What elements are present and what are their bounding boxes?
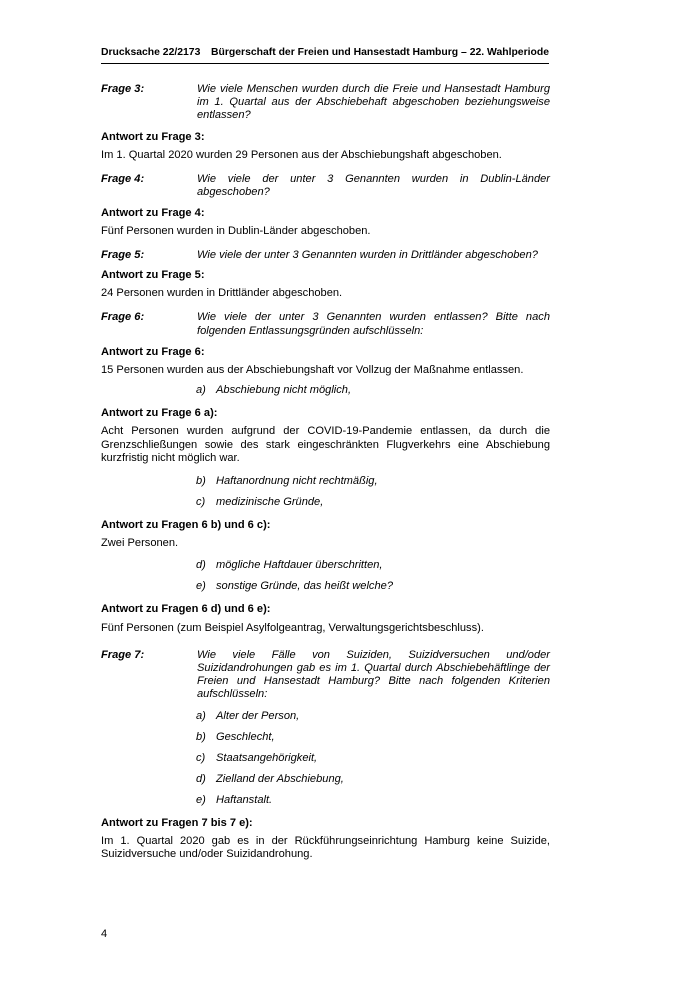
sub-question-text: Staatsangehörigkeit, [216,751,318,764]
answer-heading-7: Antwort zu Fragen 7 bis 7 e): [101,816,253,829]
answer-text-6a: Acht Personen wurden aufgrund der COVID-19-Pandemie entlassen, da durch die Grenzschließungen sowie des stark eingeschränkten Flugverkehrs eine Abschiebung kurzfristig nicht möglich war. [101,425,550,464]
sub-question-letter: b) [196,475,206,488]
question-label: Frage 5: [101,248,145,261]
question-3 [101,83,550,123]
question-text: Wie viele Menschen wurden durch die Freie und Hansestadt Hamburg im 1. Quartal aus der Abschiebehaft abgeschoben beziehungsweise entlassen? [197,83,550,122]
answer-text-5: 24 Personen wurden in Drittländer abgeschoben. [101,287,343,300]
question-label: Frage 3: [101,83,145,95]
sub-question-letter: e) [196,580,206,593]
question-label: Frage 7: [101,648,145,661]
answer-heading-4: Antwort zu Frage 4: [101,207,205,220]
question-4 [101,173,550,199]
answer-heading-5: Antwort zu Frage 5: [101,269,205,282]
sub-question-text: Haftanordnung nicht rechtmäßig, [216,475,378,488]
answer-heading-6de: Antwort zu Fragen 6 d) und 6 e): [101,603,271,616]
document-number: Drucksache 22/2173 [101,47,201,58]
sub-question-letter: c) [196,751,206,764]
answer-heading-6a: Antwort zu Frage 6 a): [101,407,218,420]
question-label: Frage 4: [101,173,145,186]
sub-question-6b [101,475,550,488]
question-text: Wie viele Fälle von Suiziden, Suizidversuchen und/oder Suizidandrohungen gab es im 1. Quartal durch Abschiebehäftlinge der Freien und Hansestadt Hamburg? Bitte nach folgenden Kriterien aufschlüsseln: [197,648,550,701]
sub-question-text: mögliche Haftdauer überschritten, [216,559,383,572]
answer-text-6bc: Zwei Personen. [101,537,179,550]
answer-heading-6: Antwort zu Frage 6: [101,345,205,358]
answer-text-6: 15 Personen wurden aus der Abschiebungshaft vor Vollzug der Maßnahme entlassen. [101,364,524,377]
sub-question-letter: d) [196,559,206,572]
question-text: Wie viele der unter 3 Genannten wurden in Drittländer abgeschoben? [197,248,538,261]
question-label: Frage 6: [101,311,145,324]
question-7 [101,649,550,702]
question-text: Wie viele der unter 3 Genannten wurden entlassen? Bitte nach folgenden Entlassungsgründen aufschlüsseln: [197,311,550,337]
sub-question-letter: c) [196,496,206,509]
document-body [101,83,550,861]
sub-question-text: Alter der Person, [216,709,300,722]
sub-question-letter: a) [196,384,206,397]
sub-question-6c [101,496,550,509]
sub-question-7a [101,710,550,723]
sub-question-6a [101,384,550,397]
sub-question-6d [101,559,550,572]
sub-question-text: sonstige Gründe, das heißt welche? [216,580,393,593]
page-header [101,47,549,64]
sub-question-text: Haftanstalt. [216,793,273,806]
question-6 [101,311,550,337]
sub-question-7b [101,731,550,744]
question-text: Wie viele der unter 3 Genannten wurden in Dublin-Länder abgeschoben? [197,173,550,199]
answer-heading-6bc: Antwort zu Fragen 6 b) und 6 c): [101,519,271,532]
sub-question-6e [101,580,550,593]
sub-question-7c [101,752,550,765]
answer-text-3: Im 1. Quartal 2020 wurden 29 Personen aus der Abschiebungshaft abgeschoben. [101,148,502,161]
sub-question-letter: e) [196,793,206,806]
sub-question-text: Geschlecht, [216,730,275,743]
sub-question-7d [101,773,550,786]
answer-heading-3: Antwort zu Frage 3: [101,130,205,143]
answer-text-7: Im 1. Quartal 2020 gab es in der Rückführungseinrichtung Hamburg keine Suizide, Suizidversuche und/oder Suizidandrohung. [101,834,550,861]
parliament-title: Bürgerschaft der Freien und Hansestadt Hamburg – 22. Wahlperiode [211,47,549,58]
sub-question-7e [101,794,550,807]
question-5 [101,249,550,262]
answer-text-4: Fünf Personen wurden in Dublin-Länder abgeschoben. [101,224,371,237]
sub-question-letter: b) [196,730,206,743]
answer-text-6de: Fünf Personen (zum Beispiel Asylfolgeantrag, Verwaltungsgerichtsbeschluss). [101,621,484,634]
sub-question-text: Abschiebung nicht möglich, [216,384,352,397]
page-number: 4 [101,928,108,940]
sub-question-letter: a) [196,709,206,722]
sub-question-text: medizinische Gründe, [216,496,324,509]
sub-question-text: Zielland der Abschiebung, [216,772,344,785]
sub-question-letter: d) [196,772,206,785]
